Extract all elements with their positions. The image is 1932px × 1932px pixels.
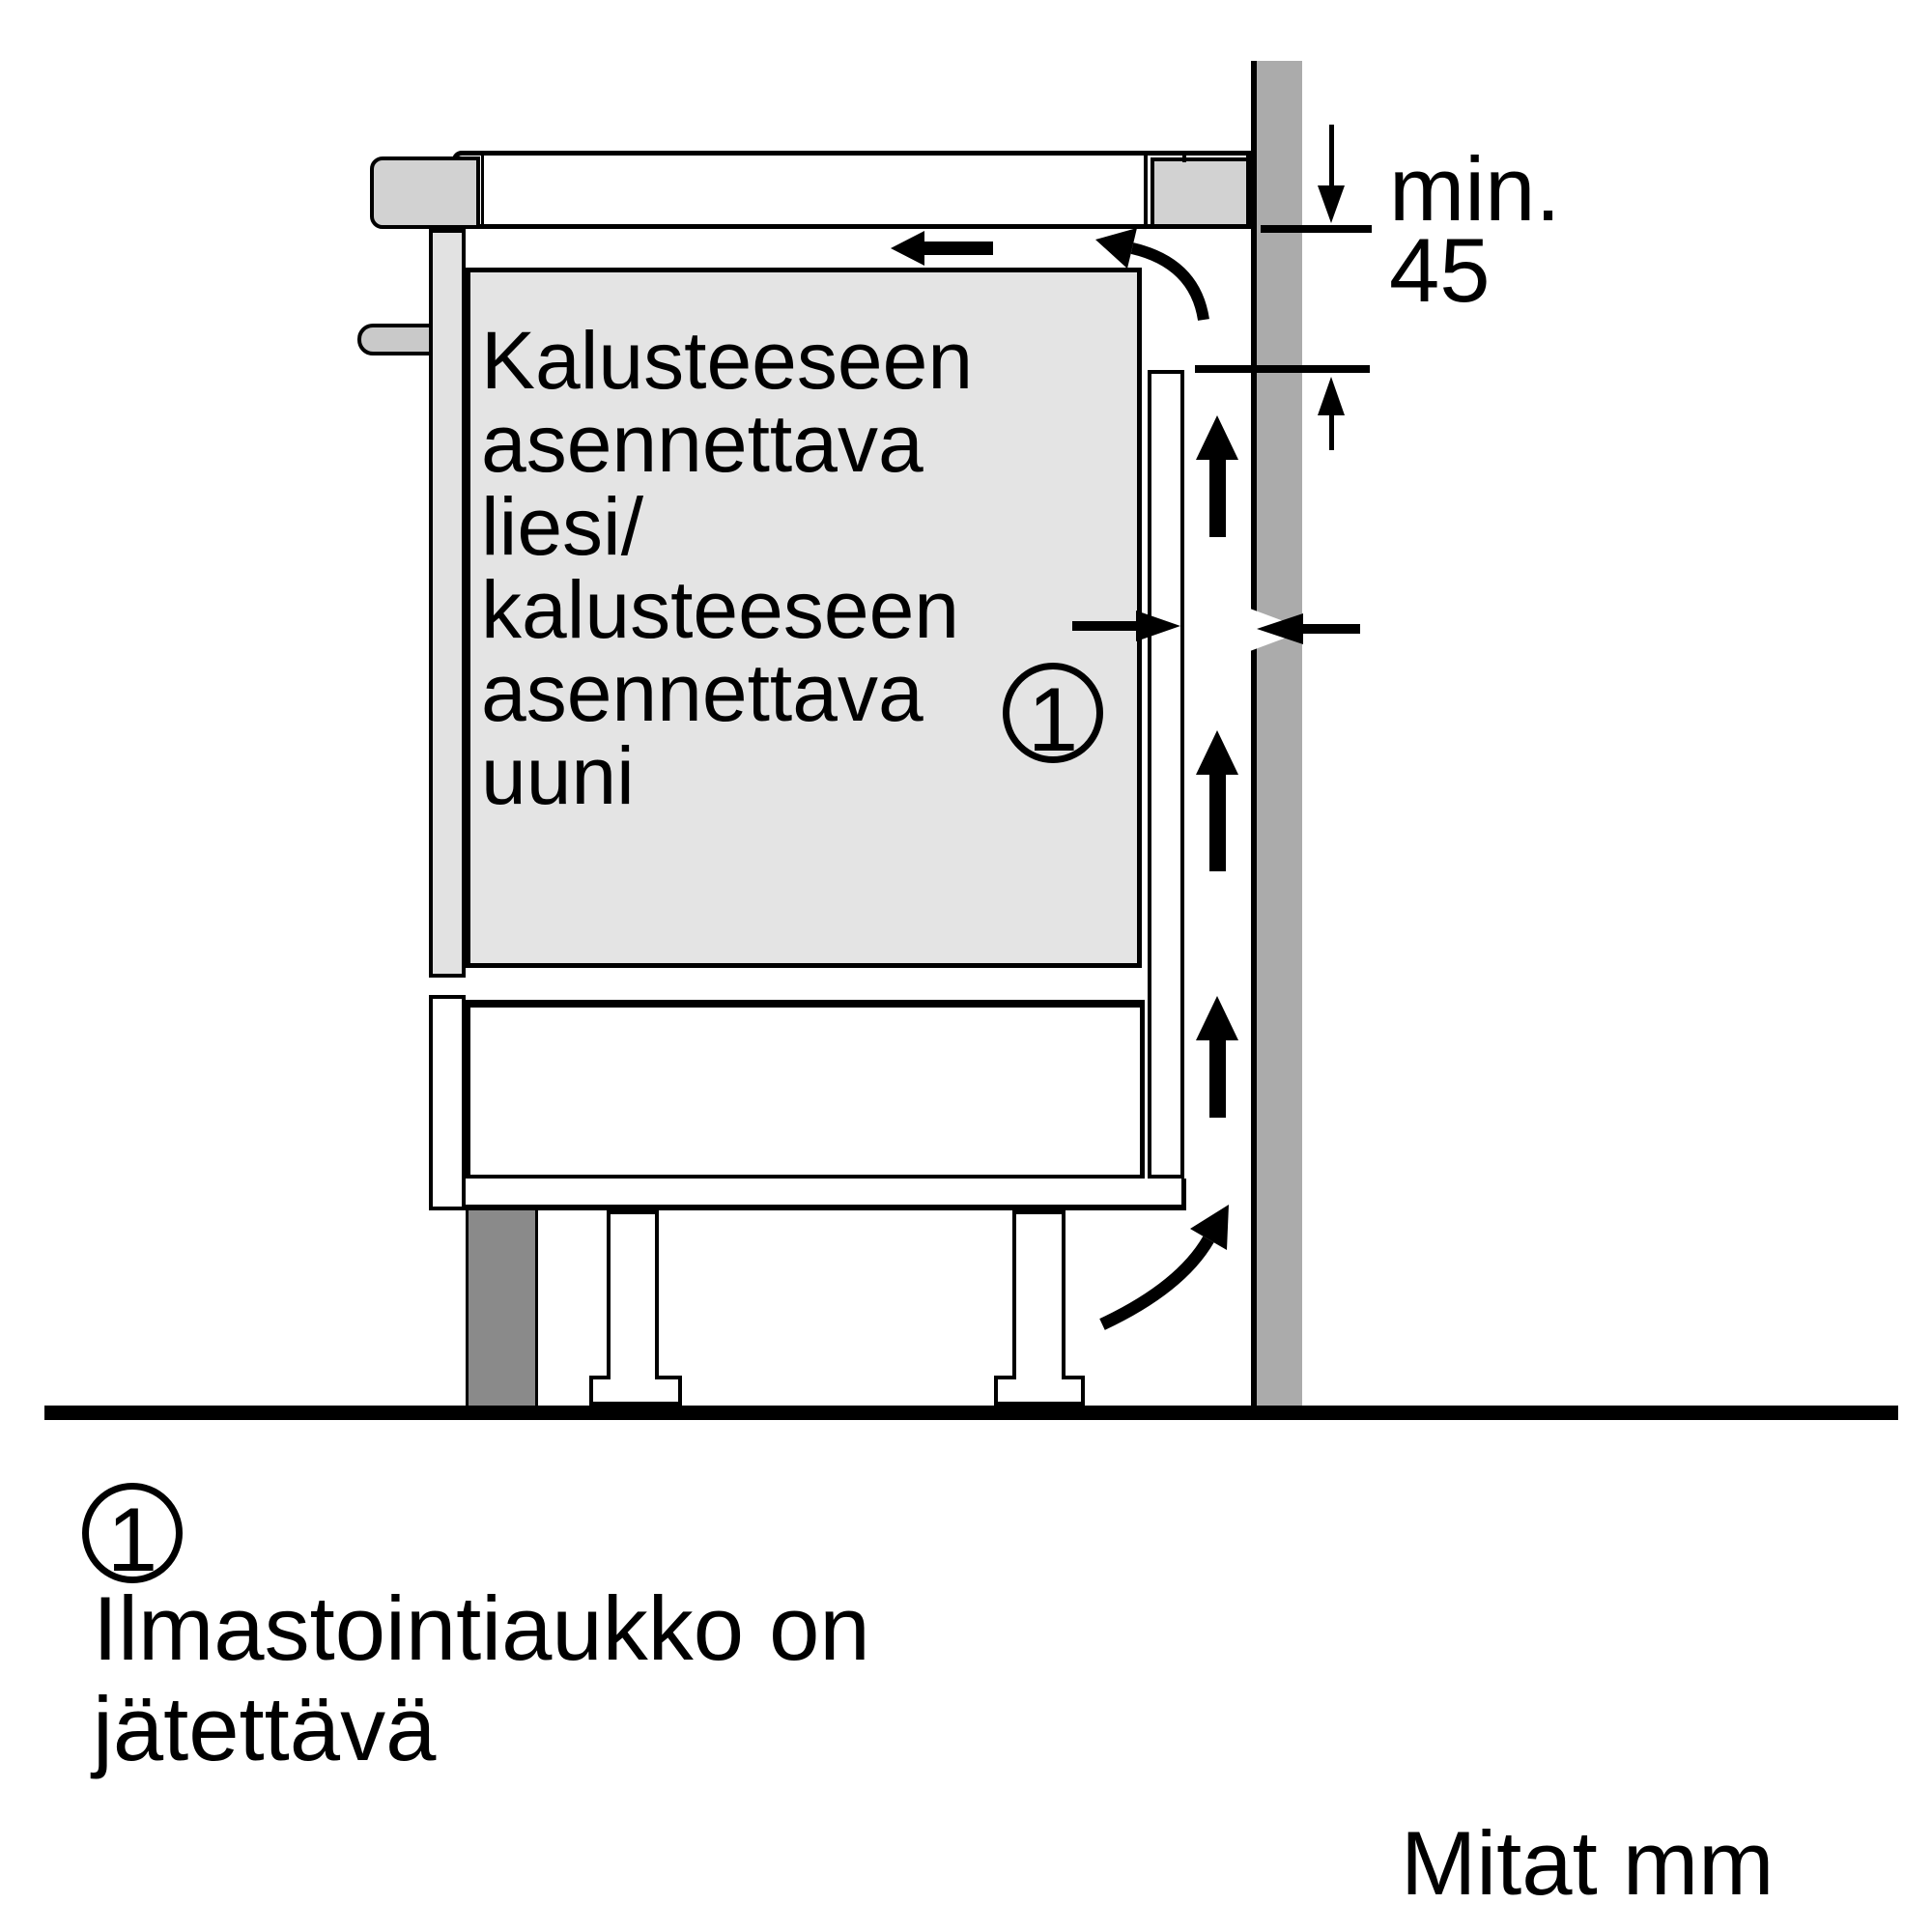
min-label: min.	[1389, 138, 1561, 240]
oven-label-line: Kalusteeseen	[481, 315, 974, 406]
airflow-arrow-up-icon	[1196, 415, 1238, 537]
oven-label-line: asennettava	[481, 398, 923, 489]
airflow-curve-top-icon	[1095, 228, 1204, 320]
oven-label-line: asennettava	[481, 647, 923, 738]
legend-callout-1-marker: 1	[82, 1483, 183, 1583]
oven-label-line: uuni	[481, 730, 635, 821]
airflow-arrow-up-icon	[1196, 730, 1238, 871]
legend-text-line: jätettävä	[93, 1678, 437, 1779]
oven-label-line: kalusteeseen	[481, 564, 960, 655]
gap-20-arrow-right-icon	[1072, 611, 1180, 641]
callout-1-marker: 1	[1003, 663, 1103, 763]
legend-text-line: Ilmastointiaukko on	[93, 1577, 870, 1679]
airflow-arrow-left-icon	[891, 231, 993, 266]
dimension-arrow-down-icon	[1261, 125, 1372, 233]
oven-label-line: liesi/	[481, 481, 644, 572]
airflow-arrow-up-icon	[1196, 996, 1238, 1118]
min-value: 45	[1389, 219, 1491, 321]
airflow-curve-bottom-icon	[1102, 1205, 1229, 1324]
units-note: Mitat mm	[1401, 1812, 1775, 1914]
